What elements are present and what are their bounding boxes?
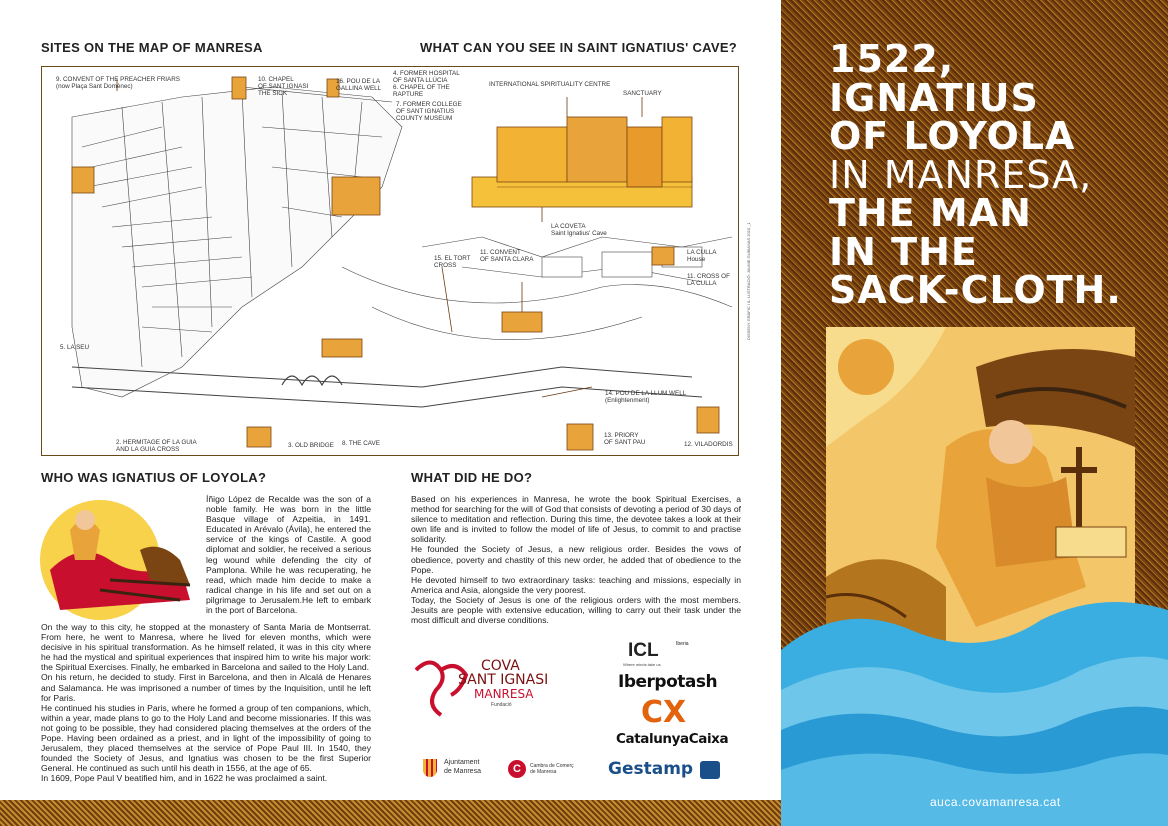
- map-label-la-culla: LA CULLA: [687, 249, 717, 256]
- map-label-cross-culla: 11. CROSS OF LA CULLA: [687, 273, 730, 287]
- catalunyacaixa-logo: CatalunyaCaixa: [616, 731, 729, 747]
- iberpotash-logo: Iberpotash: [618, 672, 718, 692]
- ajuntament-line2: de Manresa: [444, 768, 481, 775]
- title-line-1: 1522, IGNATIUS: [829, 37, 1039, 120]
- map-label-santa-clara: 11. CONVENT OF SANTA CLARA: [480, 249, 534, 263]
- cova-line2: SANT IGNASI: [458, 672, 549, 688]
- icl-logo: [620, 640, 690, 670]
- heading-what: WHAT DID HE DO?: [411, 470, 533, 485]
- ajuntament-line1: Ajuntament: [444, 759, 480, 766]
- map-label-coveta-sub: Saint Ignatius' Cave: [551, 230, 607, 237]
- map-label-old-bridge: 3. OLD BRIDGE: [288, 442, 334, 449]
- map-label-priory: 13. PRIORY OF SANT PAU: [604, 432, 646, 446]
- cx-logo: CX: [641, 695, 687, 730]
- sea-waves-graphic: [781, 560, 1168, 826]
- icl-superscript: Iberia: [676, 641, 689, 647]
- map-label-hospital: 4. FORMER HOSPITAL OF SANTA LLÚCIA 6. CHAPEL OF THE RAPTURE: [393, 70, 460, 98]
- cambra-line2: de Manresa: [530, 769, 557, 775]
- gestamp-logo: [608, 759, 728, 783]
- map-label-chapel-sant-ignasi: 10. CHAPEL OF SANT IGNASI THE SICK: [258, 76, 309, 97]
- map-label-intl-centre: INTERNATIONAL SPIRITUALITY CENTRE: [489, 81, 611, 88]
- main-title: [829, 37, 1159, 312]
- cova-sant-ignasi-logo: [411, 650, 551, 735]
- manresa-map: [41, 66, 739, 456]
- cova-line3: MANRESA: [474, 687, 534, 701]
- heading-cave: WHAT CAN YOU SEE IN SAINT IGNATIUS' CAVE?: [420, 40, 738, 55]
- icl-text: ICL: [628, 640, 659, 661]
- map-label-sanctuary: SANCTUARY: [623, 90, 662, 97]
- cova-signature-icon: [411, 650, 471, 730]
- map-label-viladordis: 12. VILADORDIS: [684, 441, 733, 448]
- what-text: Based on his experiences in Manresa, he wrote the book Spiritual Exercises, a method for searching for the will of God that consists of devoting a period of 30 days of silence to meditation and reflection. During this time, the devotee takes a look at their own life and is invited to follow the model of life of Jesus, to commit to and practise solidarity. He founded the Society of Jesus, a new religious order. Besides the vows of obedience, poverty and chastity of this new order, he added that of obedience to the Pope. He devoted himself to two extraordinary tasks: teaching and missions, especially in America and Asia, alongside the very poorest. Today, the Society of Jesus is one of the religious orders with the most members. Jesuits are people with extensive education, willing to carry out their task under the most difficult and diverse conditions.: [411, 494, 741, 626]
- cambra-line1: Cambra de Comerç: [530, 763, 574, 769]
- title-line-3: IN MANRESA,: [829, 152, 1093, 197]
- heading-sites: SITES ON THE MAP OF MANRESA: [41, 40, 263, 55]
- title-line-5: IN THE: [829, 229, 978, 274]
- bottom-sackcloth-band: [0, 800, 781, 826]
- gestamp-icon: [700, 761, 720, 779]
- map-label-pou-llum: 14. POU DE LA LLUM WELL: [605, 390, 687, 397]
- ajuntament-logo: [418, 755, 498, 781]
- gestamp-text: Gestamp: [608, 759, 694, 779]
- cova-line1: COVA: [481, 658, 520, 674]
- map-label-pou-gallina: 16. POU DE LA GALLINA WELL: [336, 78, 382, 92]
- map-label-pou-llum-sub: (Enlightenment): [605, 397, 650, 404]
- ajuntament-shield-icon: [423, 759, 437, 777]
- title-line-6: SACK-CLOTH.: [829, 268, 1122, 312]
- map-label-coveta: LA COVETA: [551, 223, 586, 230]
- cova-line4: Fundació: [491, 702, 512, 708]
- who-text-intro: Íñigo López de Recalde was the son of a noble family. He was born in the little Basque village of Azpeitia, in 1491. Educated in Arévalo (Ávila), he entered the service of the kings of Castile. A good diplomat and soldier, he received a serious leg wound while defending the city of Pamplona. While he was recuperating, he read, which made him decide to make a radical change in his life and set out on a pilgrimage to Jerusalem.He left to embark in the port of Barcelona.: [206, 494, 371, 616]
- title-line-2: OF LOYOLA: [829, 114, 1076, 158]
- title-line-4: THE MAN: [829, 191, 1032, 235]
- map-label-hermitage: 2. HERMITAGE OF LA GUIA AND LA GUIA CROSS: [116, 439, 197, 453]
- design-credit: DISSENY GRÀFIC I IL·LUSTRACIÓ: JAUME GUBIANAS 2010 _1: [746, 222, 751, 340]
- map-label-la-culla-sub: House: [687, 256, 706, 263]
- cambra-c-icon: C: [508, 760, 526, 778]
- map-label-la-seu: 5. LA SEU: [60, 344, 90, 351]
- website-url: auca.covamanresa.cat: [930, 795, 1061, 809]
- map-label-tort-cross: 15. EL TORT CROSS: [434, 255, 471, 269]
- heading-who: WHO WAS IGNATIUS OF LOYOLA?: [41, 470, 267, 485]
- who-text-body: On the way to this city, he stopped at the monastery of Santa Maria de Montserrat. From here, he went to Manresa, where he lived for eleven months, which were decisive in his spiritual transformation. As he himself related, it was in this city where he had the mystical and spiritual experiences that inspired him to write his major work: the Spiritual Exercises. Finally, he embarked in Barcelona and sailed to the Holy Land. On his return, he decided to study. First in Barcelona, and then in Alcalá de Henares and Salamanca. He was imprisoned a number of times by the Inquisition, until he left for Paris. He continued his studies in Paris, where he formed a group of ten companions, which, within a year, made plans to go to the Holy Land and become missionaries. If this was not going to be possible, they had considered placing themselves at the orders of the Pope. Having been ordained as a priest, and in light of the impossibility of going to Jerusalem, they placed themselves at the service of Pope Paul III. In 1540, they founded the Society of Jesus, and Ignatius was chosen to be the first Superior General. He continued as such until his death in 1556, at the age of 65. In 1609, Pope Paul V beatified him, and in 1622 he was proclaimed a saint.: [41, 622, 371, 784]
- cambra-logo: [506, 757, 586, 783]
- ignatius-wounded-illustration: [40, 490, 200, 620]
- map-label-convent-preacher-sub: (now Plaça Sant Domènec): [56, 83, 133, 90]
- map-label-the-cave: 8. THE CAVE: [342, 440, 380, 447]
- map-label-college: 7. FORMER COLLEGE OF SANT IGNATIUS COUNTY MUSEUM: [396, 101, 462, 122]
- icl-tagline: Where minds take us: [623, 662, 661, 667]
- map-label-convent-preacher: 9. CONVENT OF THE PREACHER FRIARS: [56, 76, 180, 83]
